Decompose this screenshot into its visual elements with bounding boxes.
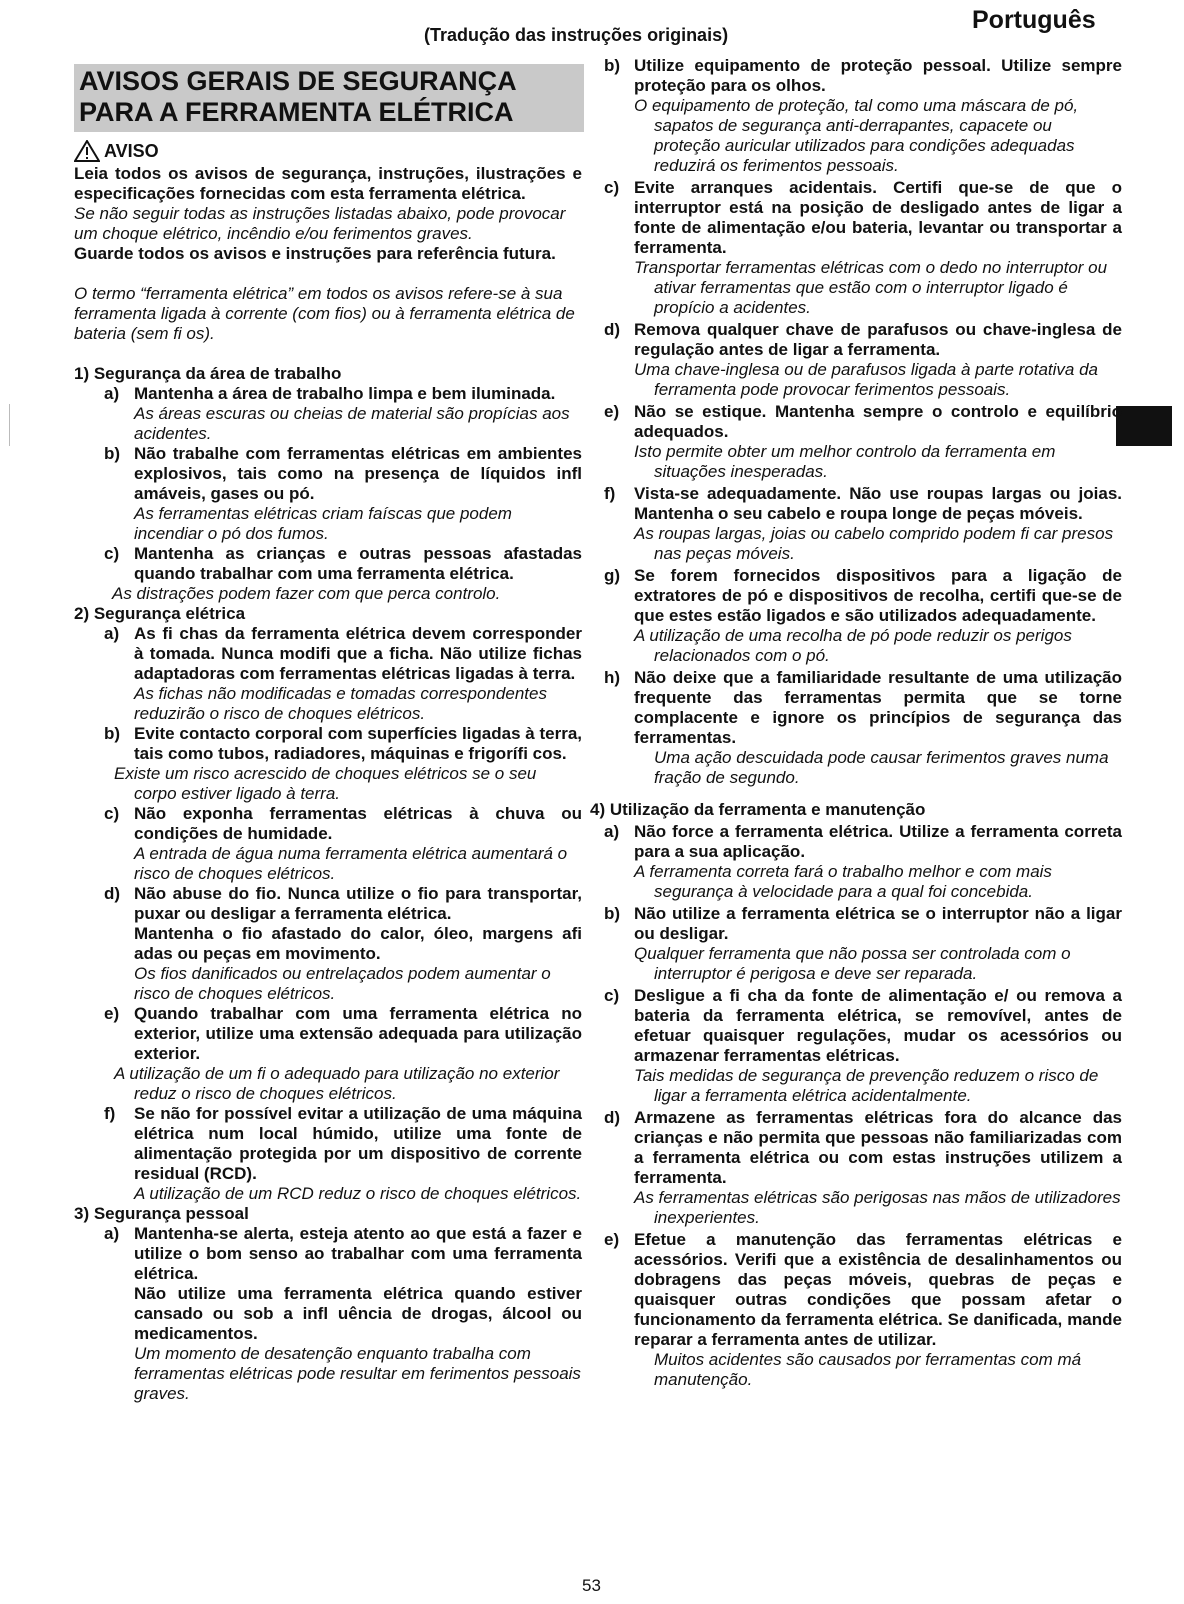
s3-f-label: f) — [604, 484, 616, 503]
s4-a-note: A ferramenta correta fará o trabalho melhor e com mais segurança à velocidade para a qual foi concebida. — [634, 862, 1052, 901]
s2-b-label: b) — [104, 724, 121, 743]
language-label: Português — [972, 6, 1096, 34]
s4-b-text: Não utilize a ferramenta elétrica se o interruptor não a ligar ou desligar. — [634, 904, 1122, 943]
s4-item-a — [604, 822, 1122, 862]
s1-item-a — [74, 384, 582, 404]
s3-item-g — [604, 566, 1122, 626]
s3-b-text: Utilize equipamento de proteção pessoal. Utilize sempre proteção para os olhos. — [634, 56, 1122, 95]
s2-f-text: Se não for possível evitar a utilização de uma máquina elétrica num local húmido, utilize uma fonte de alimentação protegida por um dispositivo de corrente residual (RCD). — [134, 1104, 582, 1183]
s2-c-text: Não exponha ferramentas elétricas à chuva ou condições de humidade. — [134, 804, 582, 843]
s2-item-d — [74, 884, 582, 924]
s2-b-text: Evite contacto corporal com superfícies ligadas à terra, tais como tubos, radiadores, máquinas e frigorífi cos. — [134, 724, 582, 763]
s4-e-text: Efetue a manutenção das ferramentas elétricas e acessórios. Verifi que a existência de desalinhamentos ou dobragens das peças móveis, quebras de peças e quaisquer outras condições que possam afetar o funcionamento da ferramenta elétrica. Se danificada, mande reparar a ferramenta antes de utilizar. — [634, 1230, 1122, 1349]
section-3-title: 3) Segurança pessoal — [74, 1204, 249, 1223]
s2-e-note: A utilização de um fi o adequado para utilização no exterior reduz o risco de choques elétricos. — [114, 1064, 560, 1103]
s3-e-note: Isto permite obter um melhor controlo da ferramenta em situações inesperadas. — [634, 442, 1056, 481]
s3-h-text: Não deixe que a familiaridade resultante de uma utilização frequente das ferramentas permita que se torne complacente e ignore os princípios de segurança das ferramentas. — [634, 668, 1122, 747]
s3-g-label: g) — [604, 566, 621, 585]
s3-item-f — [604, 484, 1122, 524]
s4-item-b — [604, 904, 1122, 944]
s2-item-a — [74, 624, 582, 684]
s2-d-text: Não abuse do fio. Nunca utilize o fio para transportar, puxar ou desligar a ferramenta elétrica. — [134, 884, 582, 923]
s2-d-note: Os fios danificados ou entrelaçados podem aumentar o risco de choques elétricos. — [134, 964, 551, 1003]
s3-a-label: a) — [104, 1224, 120, 1243]
s3-c-note: Transportar ferramentas elétricas com o dedo no interruptor ou ativar ferramentas que estão com o interruptor ligado é propício a acidentes. — [634, 258, 1108, 317]
warning-label: AVISO — [104, 141, 159, 161]
s4-b-label: b) — [604, 904, 621, 923]
s3-item-h — [604, 668, 1122, 748]
s3-h-label: h) — [604, 668, 621, 687]
s2-e-label: e) — [104, 1004, 120, 1023]
s4-c-text: Desligue a fi cha da fonte de alimentação e/ ou remova a bateria da ferramenta elétrica, se removível, antes de efetuar quaisquer regulações, mudar os acessórios ou armazenar ferramentas elétricas. — [634, 986, 1122, 1065]
s1-item-b — [74, 444, 582, 504]
s1-b-label: b) — [104, 444, 121, 463]
s4-c-label: c) — [604, 986, 620, 1005]
section-1-title: 1) Segurança da área de trabalho — [74, 364, 342, 383]
warning-heading — [74, 140, 582, 162]
s2-a-text: As fi chas da ferramenta elétrica devem corresponder à tomada. Nunca modifi que a ficha. Não utilize fichas adaptadoras com ferramentas elétricas ligadas à terra. — [134, 624, 582, 683]
keep-instructions-note: Guarde todos os avisos e instruções para referência futura. — [74, 244, 556, 263]
s4-b-note: Qualquer ferramenta que não possa ser controlada com o interruptor é perigosa e deve ser reparada. — [634, 944, 1071, 983]
warning-italic-text: Se não seguir todas as instruções listadas abaixo, pode provocar um choque elétrico, incêndio e/ou ferimentos graves. — [74, 204, 566, 243]
s2-b-note: Existe um risco acrescido de choques elétricos se o seu corpo estiver ligado à terra. — [114, 764, 537, 803]
s2-item-b — [74, 724, 582, 764]
s3-a-text-2: Não utilize uma ferramenta elétrica quando estiver cansado ou sob a infl uência de drogas, álcool ou medicamentos. — [134, 1284, 582, 1343]
s1-a-label: a) — [104, 384, 120, 403]
section-2-title: 2) Segurança elétrica — [74, 604, 246, 623]
s1-a-note: As áreas escuras ou cheias de material são propícias aos acidentes. — [134, 404, 570, 443]
s2-c-label: c) — [104, 804, 120, 823]
s1-c-note: As distrações podem fazer com que perca controlo. — [112, 584, 501, 603]
s4-c-note: Tais medidas de segurança de prevenção reduzem o risco de ligar a ferramenta elétrica acidentalmente. — [634, 1066, 1099, 1105]
s1-b-note: As ferramentas elétricas criam faíscas que podem incendiar o pó dos fumos. — [134, 504, 512, 543]
s3-h-note: Uma ação descuidada pode causar ferimentos graves numa fração de segundo. — [654, 748, 1109, 787]
page-title — [74, 64, 584, 132]
s3-item-e — [604, 402, 1122, 442]
left-column — [74, 64, 582, 1404]
s1-b-text: Não trabalhe com ferramentas elétricas em ambientes explosivos, tais como na presença de líquidos infl amáveis, gases ou pó. — [134, 444, 582, 503]
s3-a-text: Mantenha-se alerta, esteja atento ao que está a fazer e utilize o bom senso ao trabalhar com uma ferramenta elétrica. — [134, 1224, 582, 1283]
s3-item-a — [74, 1224, 582, 1284]
s4-d-label: d) — [604, 1108, 621, 1127]
margin-mark — [9, 404, 10, 446]
translation-note: (Tradução das instruções originais) — [424, 25, 729, 45]
s3-c-label: c) — [604, 178, 620, 197]
s3-e-text: Não se estique. Mantenha sempre o controlo e equilíbrio adequados. — [634, 402, 1122, 441]
s1-c-label: c) — [104, 544, 120, 563]
s2-a-note: As fichas não modificadas e tomadas correspondentes reduzirão o risco de choques elétricos. — [134, 684, 547, 723]
s3-f-text: Vista-se adequadamente. Não use roupas largas ou joias. Mantenha o seu cabelo e roupa longe de peças móveis. — [634, 484, 1122, 523]
s4-item-d — [604, 1108, 1122, 1188]
s3-d-text: Remova qualquer chave de parafusos ou chave-inglesa de regulação antes de ligar a ferramenta. — [634, 320, 1122, 359]
s4-d-text: Armazene as ferramentas elétricas fora do alcance das crianças e não permita que pessoas não familiarizadas com a ferramenta elétrica ou com estas instruções utilizem a ferramenta. — [634, 1108, 1122, 1187]
s3-g-text: Se forem fornecidos dispositivos para a ligação de extratores de pó e dispositivos de recolha, certifi que-se de que estes estão ligados e são utilizados adequadamente. — [634, 566, 1122, 625]
s3-item-c — [604, 178, 1122, 258]
s3-e-label: e) — [604, 402, 620, 421]
s2-c-note: A entrada de água numa ferramenta elétrica aumentará o risco de choques elétricos. — [134, 844, 568, 883]
s4-item-e — [604, 1230, 1122, 1350]
s4-e-label: e) — [604, 1230, 620, 1249]
s4-a-label: a) — [604, 822, 620, 841]
s3-a-note: Um momento de desatenção enquanto trabalha com ferramentas elétricas pode resultar em ferimentos pessoais graves. — [134, 1344, 581, 1403]
s3-b-label: b) — [604, 56, 621, 75]
s3-f-note: As roupas largas, joias ou cabelo comprido podem fi car presos nas peças móveis. — [634, 524, 1114, 563]
s1-c-text: Mantenha as crianças e outras pessoas afastadas quando trabalhar com uma ferramenta elétrica. — [134, 544, 582, 583]
warning-bold-text: Leia todos os avisos de segurança, instruções, ilustrações e especificações fornecidas com esta ferramenta elétrica. — [74, 164, 582, 203]
right-column — [590, 56, 1122, 1390]
s2-item-e — [74, 1004, 582, 1064]
s2-item-f — [74, 1104, 582, 1184]
s3-c-text: Evite arranques acidentais. Certifi que-se de que o interruptor está na posição de desligado antes de ligar a fonte de alimentação e/ou bateria, levantar ou transportar a ferramenta. — [634, 178, 1122, 257]
title-line-1: AVISOS GERAIS DE SEGURANÇA — [79, 66, 517, 96]
s4-item-c — [604, 986, 1122, 1066]
s2-item-c — [74, 804, 582, 844]
s2-a-label: a) — [104, 624, 120, 643]
section-4-title: 4) Utilização da ferramenta e manutenção — [590, 800, 926, 819]
s1-a-text: Mantenha a área de trabalho limpa e bem iluminada. — [134, 384, 556, 403]
s4-e-note: Muitos acidentes são causados por ferramentas com má manutenção. — [654, 1350, 1082, 1389]
language-tab-marker — [1116, 406, 1172, 446]
s2-e-text: Quando trabalhar com uma ferramenta elétrica no exterior, utilize uma extensão adequada para utilização exterior. — [134, 1004, 582, 1063]
s3-g-note: A utilização de uma recolha de pó pode reduzir os perigos relacionados com o pó. — [634, 626, 1072, 665]
s3-d-note: Uma chave-inglesa ou de parafusos ligada à parte rotativa da ferramenta pode provocar ferimentos pessoais. — [634, 360, 1099, 399]
term-definition: O termo “ferramenta elétrica” em todos os avisos refere-se à sua ferramenta ligada à corrente (com fios) ou à ferramenta elétrica de bateria (sem fi os). — [74, 284, 575, 343]
s2-f-label: f) — [104, 1104, 116, 1123]
s4-d-note: As ferramentas elétricas são perigosas nas mãos de utilizadores inexperientes. — [634, 1188, 1121, 1227]
s3-d-label: d) — [604, 320, 621, 339]
warning-triangle-icon — [74, 140, 100, 162]
title-line-2: PARA A FERRAMENTA ELÉTRICA — [79, 97, 514, 127]
s2-f-note: A utilização de um RCD reduz o risco de choques elétricos. — [134, 1184, 582, 1203]
s4-a-text: Não force a ferramenta elétrica. Utilize a ferramenta correta para a sua aplicação. — [634, 822, 1122, 861]
s2-d-text-2: Mantenha o fio afastado do calor, óleo, margens afi adas ou peças em movimento. — [134, 924, 582, 963]
page-number: 53 — [582, 1576, 601, 1595]
s3-b-note: O equipamento de proteção, tal como uma máscara de pó, sapatos de segurança anti-derrapantes, capacete ou proteção auricular utilizados para condições adequadas reduzirá os ferimentos pessoais. — [634, 96, 1079, 175]
s2-d-label: d) — [104, 884, 121, 903]
s3-item-d — [604, 320, 1122, 360]
s3-item-b — [604, 56, 1122, 96]
s1-item-c — [74, 544, 582, 584]
